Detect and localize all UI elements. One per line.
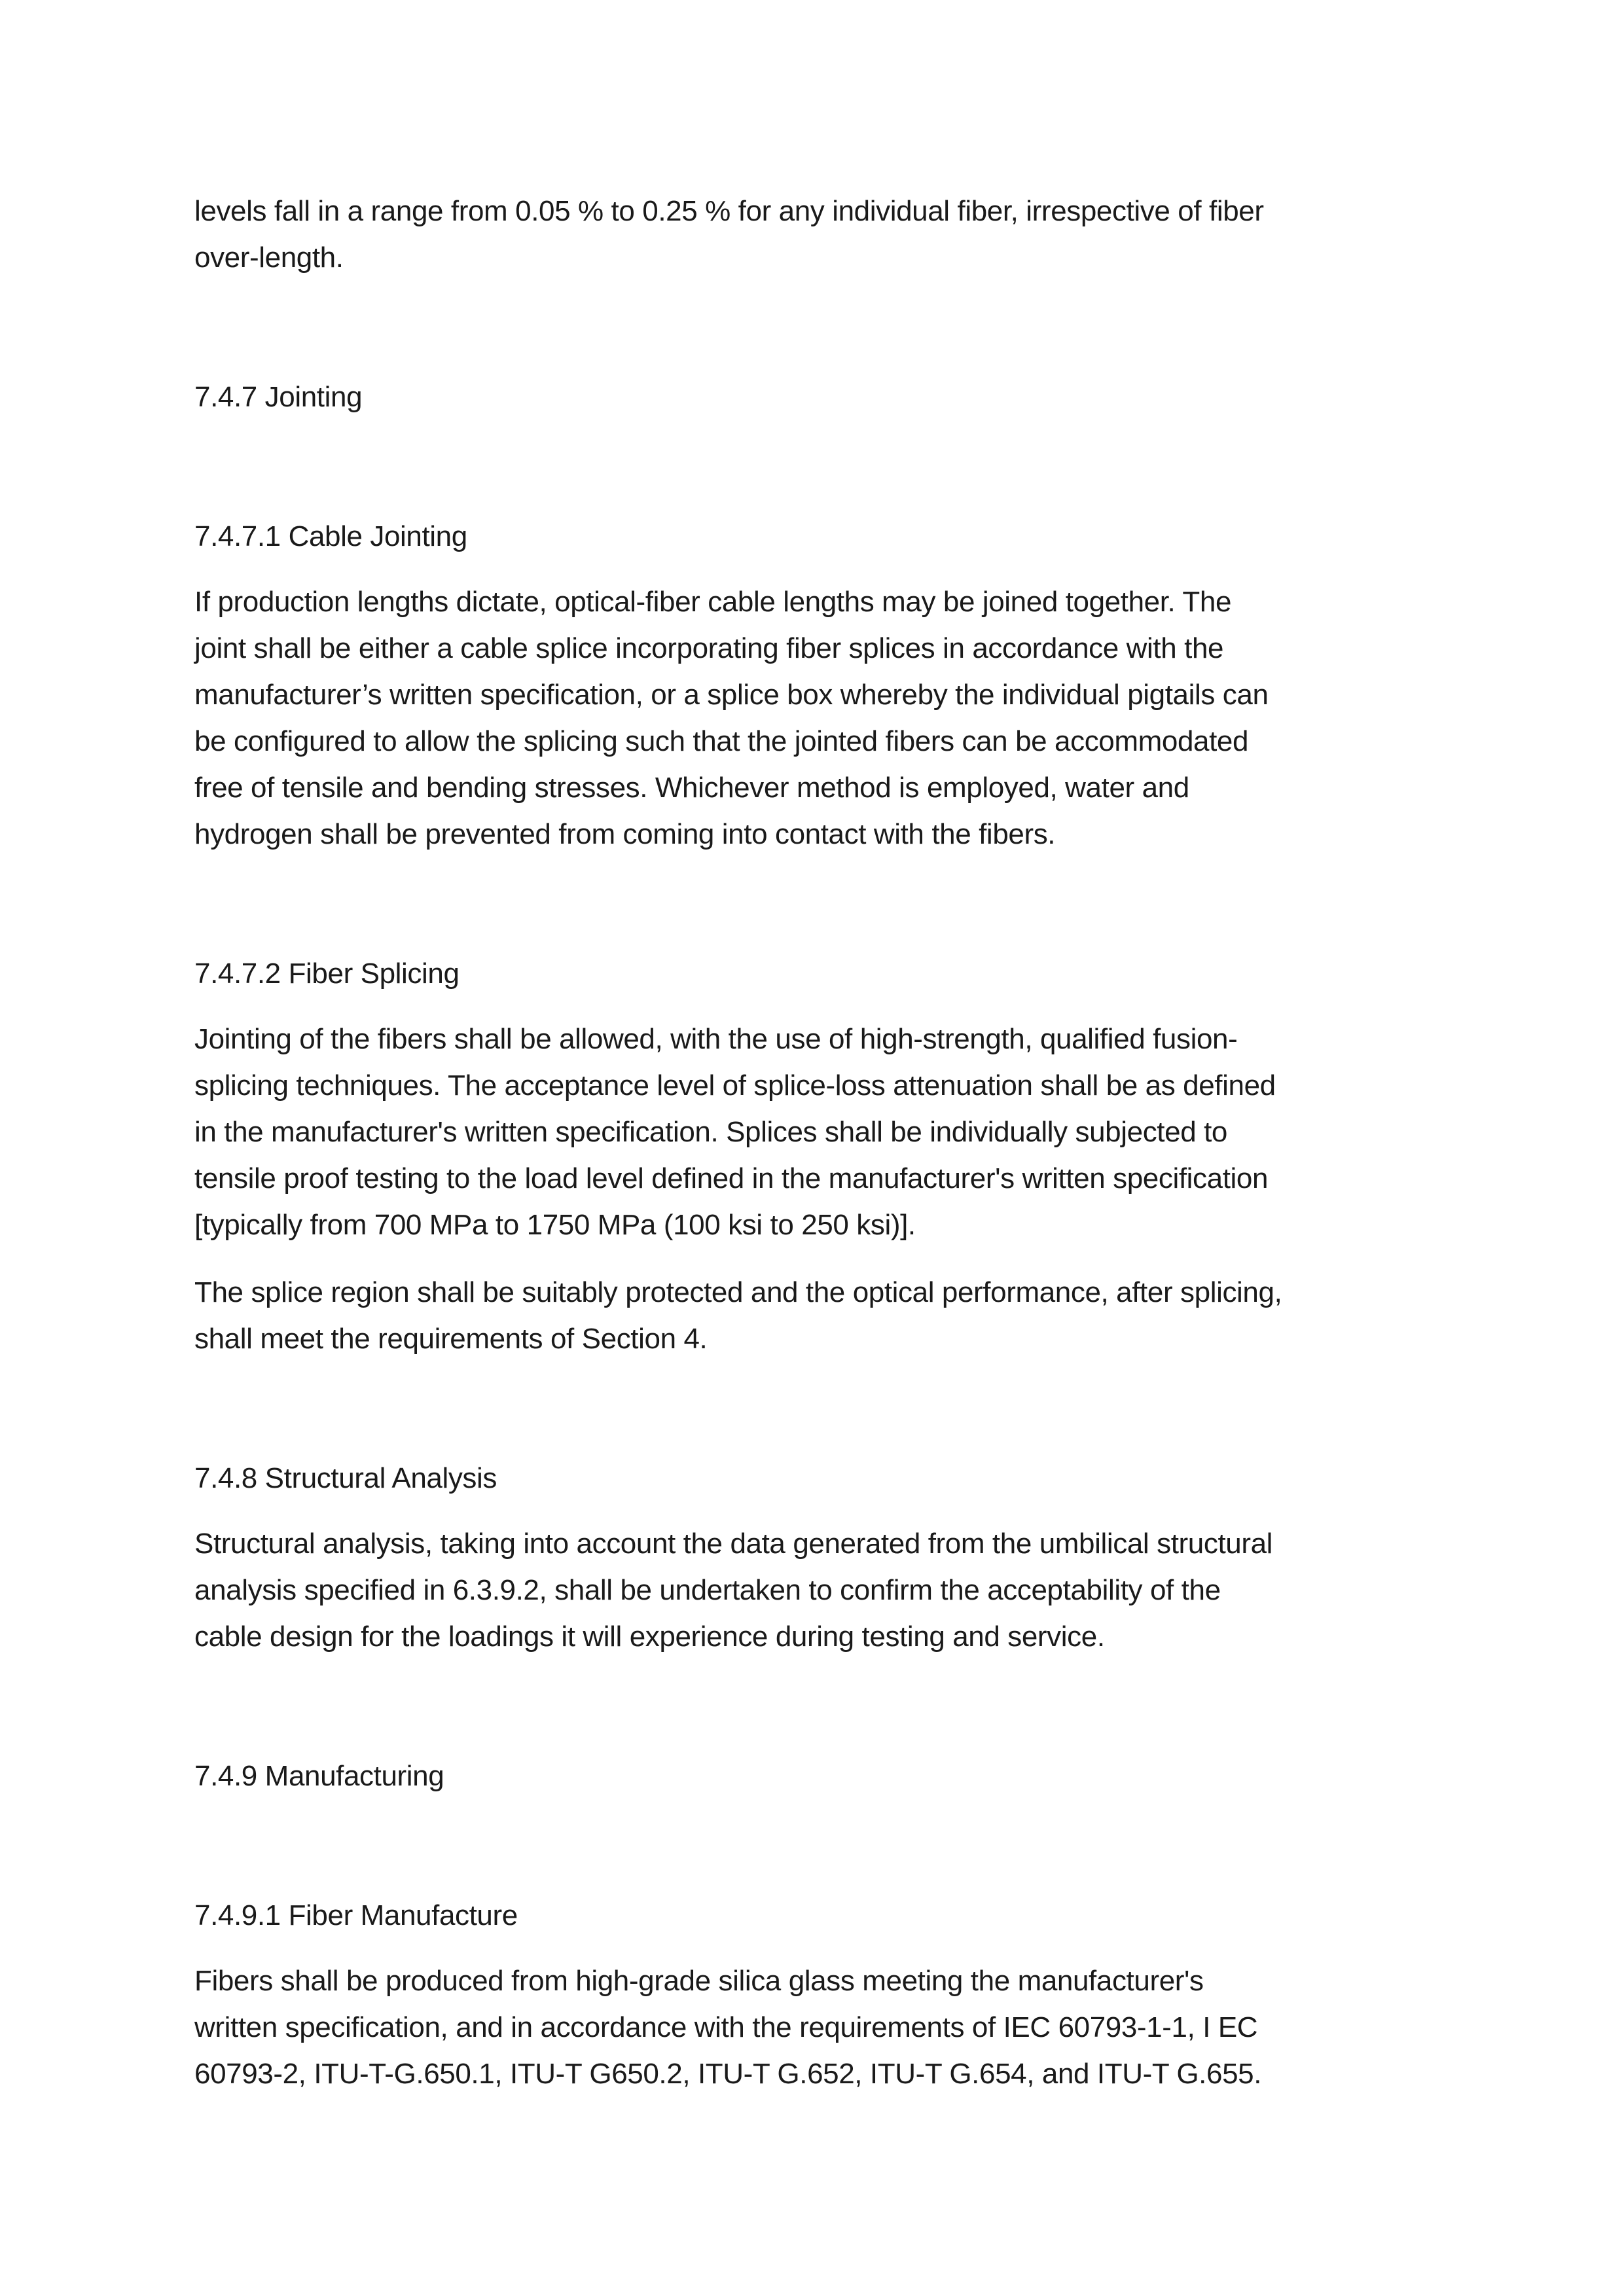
text-line: joint shall be either a cable splice incorporating fiber splices in accordance with the: [194, 632, 1224, 664]
text-line: splicing techniques. The acceptance level of splice-loss attenuation shall be as defined: [194, 1069, 1276, 1102]
heading-text-line: 7.4.8 Structural Analysis: [194, 1462, 497, 1494]
text-line: levels fall in a range from 0.05 % to 0.25 % for any individual fiber, irrespective of fiber: [194, 195, 1264, 227]
body-paragraph: [194, 1958, 1467, 2097]
section-heading-7-4-9: [194, 1753, 1467, 1799]
heading-text-line: 7.4.7.2 Fiber Splicing: [194, 958, 460, 990]
text-line: analysis specified in 6.3.9.2, shall be undertaken to confirm the acceptability of the: [194, 1574, 1221, 1606]
text-line: over-length.: [194, 242, 344, 274]
text-line: Jointing of the fibers shall be allowed, with the use of high-strength, qualified fusion-: [194, 1023, 1238, 1055]
body-paragraph: [194, 1269, 1467, 1362]
text-line: 60793-2, ITU-T-G.650.1, ITU-T G650.2, ITU-T G.652, ITU-T G.654, and ITU-T G.655.: [194, 2058, 1262, 2090]
text-line: shall meet the requirements of Section 4.: [194, 1323, 708, 1355]
text-line: hydrogen shall be prevented from coming into contact with the fibers.: [194, 818, 1056, 850]
section-heading-7-4-7-2: [194, 950, 1467, 997]
text-line: cable design for the loadings it will experience during testing and service.: [194, 1621, 1105, 1653]
text-line: [typically from 700 MPa to 1750 MPa (100 ksi to 250 ksi)].: [194, 1209, 916, 1241]
text-line: tensile proof testing to the load level defined in the manufacturer's written specification: [194, 1162, 1269, 1194]
section-heading-7-4-7-1: [194, 513, 1467, 560]
text-line: Fibers shall be produced from high-grade silica glass meeting the manufacturer's: [194, 1965, 1204, 1997]
text-line: Structural analysis, taking into account the data generated from the umbilical structural: [194, 1528, 1273, 1560]
body-paragraph: [194, 1520, 1467, 1660]
text-line: manufacturer’s written specification, or a splice box whereby the individual pigtails can: [194, 679, 1269, 711]
body-paragraph: [194, 1016, 1467, 1248]
body-paragraph: [194, 579, 1467, 857]
section-heading-7-4-7: [194, 374, 1467, 420]
text-line: The splice region shall be suitably protected and the optical performance, after splicing,: [194, 1276, 1282, 1308]
heading-text-line: 7.4.7.1 Cable Jointing: [194, 520, 467, 552]
text-line: If production lengths dictate, optical-fiber cable lengths may be joined together. The: [194, 586, 1232, 618]
heading-text-line: 7.4.7 Jointing: [194, 381, 363, 413]
text-line: be configured to allow the splicing such that the jointed fibers can be accommodated: [194, 725, 1249, 757]
text-line: written specification, and in accordance with the requirements of IEC 60793-1-1, I EC: [194, 2011, 1258, 2043]
text-line: in the manufacturer's written specification. Splices shall be individually subjected to: [194, 1116, 1227, 1148]
section-heading-7-4-9-1: [194, 1892, 1467, 1939]
heading-text-line: 7.4.9 Manufacturing: [194, 1760, 444, 1792]
body-paragraph: [194, 188, 1467, 281]
document-content: [194, 188, 1467, 2118]
heading-text-line: 7.4.9.1 Fiber Manufacture: [194, 1899, 518, 1931]
section-heading-7-4-8: [194, 1455, 1467, 1501]
text-line: free of tensile and bending stresses. Whichever method is employed, water and: [194, 772, 1189, 804]
